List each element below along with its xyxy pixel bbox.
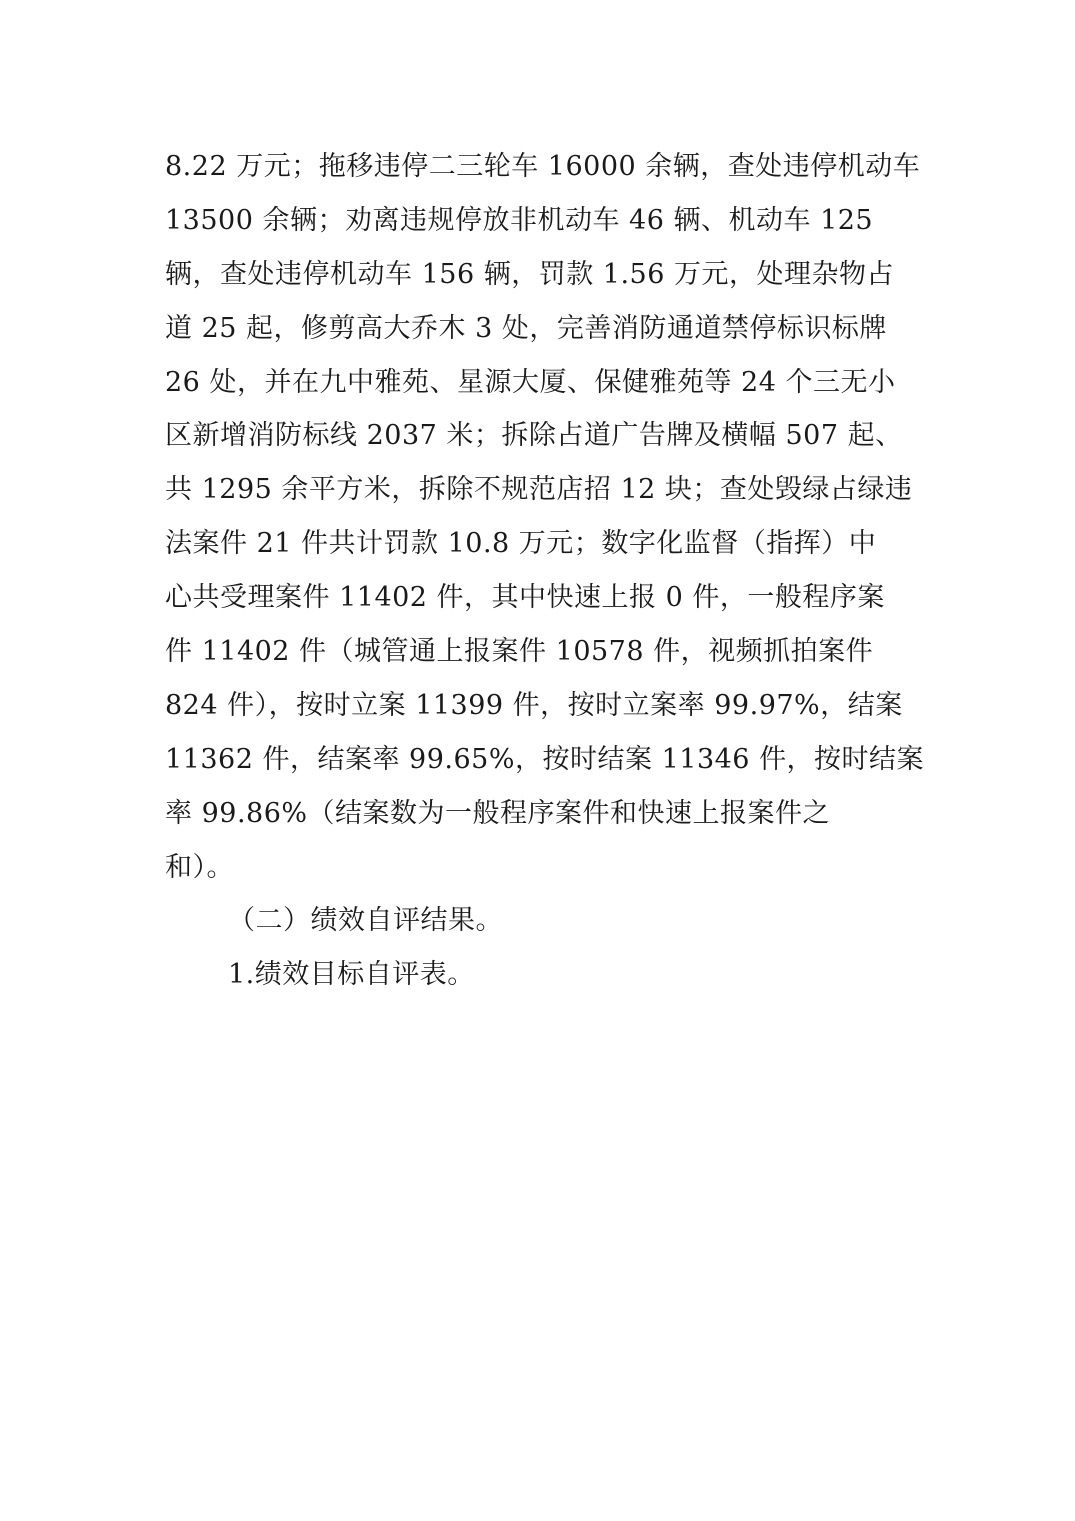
paragraph-line: 法案件 21 件共计罚款 10.8 万元；数字化监督（指挥）中 (165, 528, 877, 560)
paragraph-line: 和）。 (165, 851, 234, 883)
paragraph-line: 心共受理案件 11402 件，其中快速上报 0 件，一般程序案 (165, 582, 885, 614)
paragraph-line: 辆，查处违停机动车 156 辆，罚款 1.56 万元，处理杂物占 (165, 258, 894, 290)
paragraph-line: 率 99.86%（结案数为一般程序案件和快速上报案件之 (165, 797, 831, 829)
document-body (165, 140, 925, 1002)
paragraph-line: 区新增消防标线 2037 米；拆除占道广告牌及横幅 507 起、 (165, 420, 903, 452)
paragraph-line: 26 处，并在九中雅苑、星源大厦、保健雅苑等 24 个三无小 (165, 366, 896, 398)
paragraph-line: 共 1295 余平方米，拆除不规范店招 12 块；查处毁绿占绿违 (165, 474, 913, 506)
paragraph-line: 件 11402 件（城管通上报案件 10578 件，视频抓拍案件 (165, 636, 874, 668)
paragraph-line: 13500 余辆；劝离违规停放非机动车 46 辆、机动车 125 (165, 204, 874, 236)
paragraph-line: 11362 件，结案率 99.65%，按时结案 11346 件，按时结案 (165, 743, 925, 775)
section-heading: （二）绩效自评结果。 (228, 905, 503, 937)
paragraph-line: 道 25 起，修剪高大乔木 3 处，完善消防通道禁停标识标牌 (165, 312, 887, 344)
subsection-heading: 1.绩效目标自评表。 (228, 959, 475, 991)
paragraph-line: 824 件），按时立案 11399 件，按时立案率 99.97%，结案 (165, 689, 903, 721)
paragraph-line: 8.22 万元；拖移违停二三轮车 16000 余辆，查处违停机动车 (165, 151, 921, 182)
